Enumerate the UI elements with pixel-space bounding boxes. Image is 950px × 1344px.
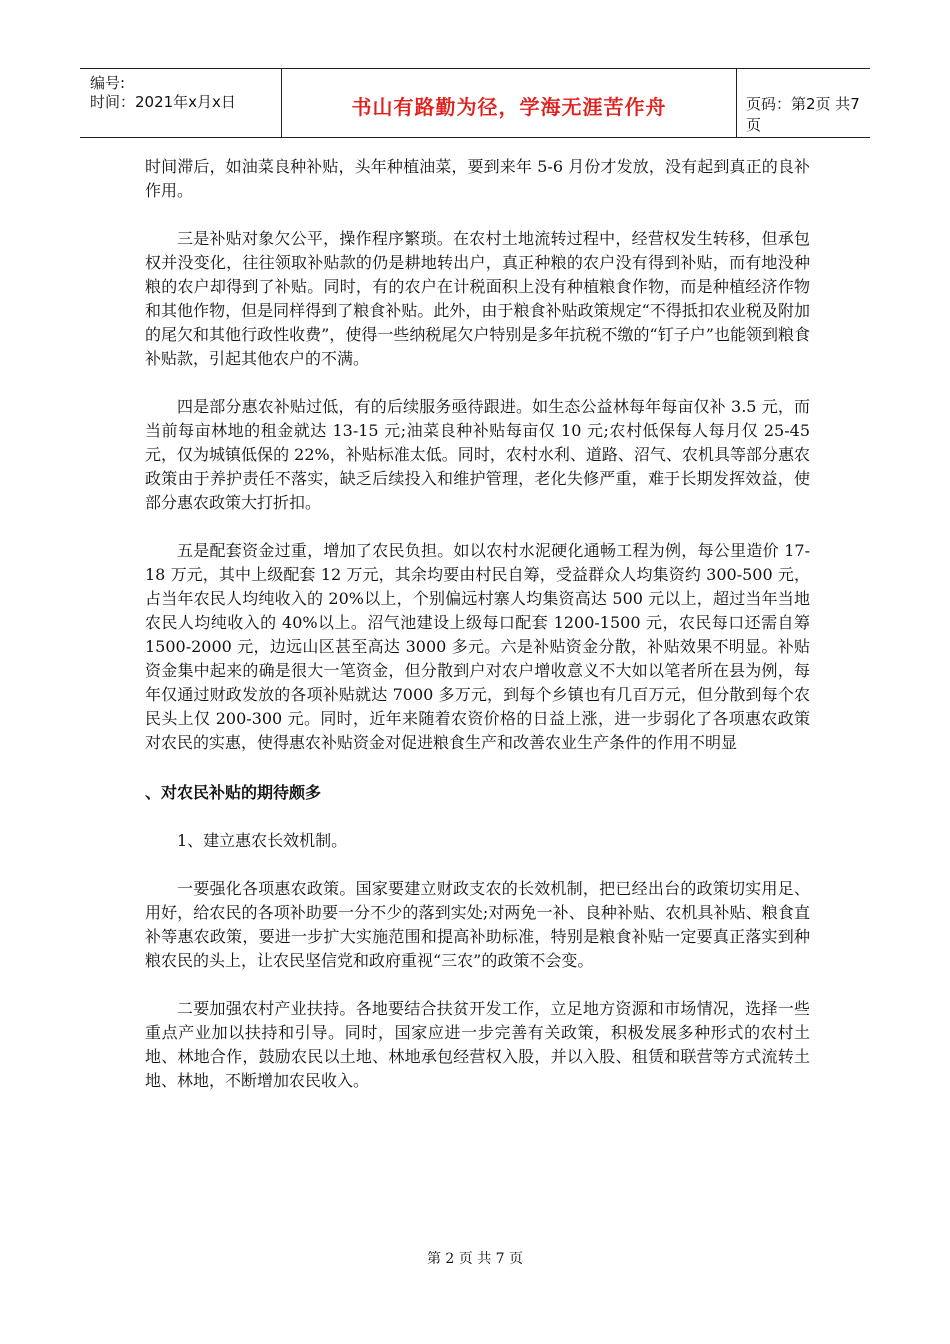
- paragraph-continuation: 时间滞后，如油菜良种补贴，头年种植油菜，要到来年 5-6 月份才发放，没有起到真正的良补作用。: [145, 157, 810, 200]
- motto-text: 书山有路勤为径，学海无涯苦作舟: [351, 95, 667, 119]
- section-heading: 、对农民补贴的期待颇多: [145, 783, 322, 802]
- date-label: 时间：2021年x月x日: [90, 93, 236, 111]
- page-footer: 第 2 页 共 7 页: [426, 1251, 524, 1267]
- subsection-heading: 1、建立惠农长效机制。: [177, 831, 348, 850]
- header-motto-cell: [281, 69, 737, 137]
- paragraph-industry-support: 二要加强农村产业扶持。各地要结合扶贫开发工作，立足地方资源和市场情况，选择一些重点产业加以扶持和引导。同时，国家应进一步完善有关政策，积极发展多种形式的农村土地、林地合作，鼓励农民以土地、林地承包经营权入股，并以入股、租赁和联营等方式流转土地、林地，不断增加农民收入。: [145, 999, 810, 1090]
- document-body: [145, 155, 810, 1093]
- paragraph-subsidy-fairness: 三是补贴对象欠公平，操作程序繁琐。在农村土地流转过程中，经营权发生转移，但承包权并没变化，往往领取补贴款的仍是耕地转出户，真正种粮的农户没有得到补贴，而有地没种粮的农户却得到了补贴。同时，有的农户在计税面积上没有种植粮食作物，而是种植经济作物和其他作物，但是同样得到了粮食补贴。此外，由于粮食补贴政策规定“不得抵扣农业税及附加的尾欠和其他行政性收费”，使得一些纳税尾欠户特别是多年抗税不缴的“钉子户”也能领到粮食补贴款，引起其他农户的不满。: [145, 229, 810, 368]
- paragraph-strengthen-policies: 一要强化各项惠农政策。国家要建立财政支农的长效机制，把已经出台的政策切实用足、用好，给农民的各项补助要一分不少的落到实处;对两免一补、良种补贴、农机具补贴、粮食直补等惠农政策，要进一步扩大实施范围和提高补助标准，特别是粮食补贴一定要真正落实到种粮农民的头上，让农民坚信党和政府重视“三农”的政策不会变。: [145, 879, 810, 970]
- header-page-number: 页码：第2页 共7页: [746, 95, 860, 134]
- paragraph-matching-funds: 五是配套资金过重，增加了农民负担。如以农村水泥硬化通畅工程为例，每公里造价 17-18 万元，其中上级配套 12 万元，其余均要由村民自筹，受益群众人均集资约 300-500 元，占当年农民人均纯收入的 20%以上，个别偏远村寨人均集资高达 500 元以上，超过当年当地农民人均纯收入的 40%以上。沼气池建设上级每口配套 1200-1500 元，农民每口还需自筹 1500-2000 元，边远山区甚至高达 3000 多元。六是补贴资金分散，补贴效果不明显。补贴资金集中起来的确是很大一笔资金，但分散到户对农户增收意义不大如以笔者所在县为例，每年仅通过财政发放的各项补贴就达 7000 多万元，到每个乡镇也有几百万元，但分散到每个农民头上仅 200-300 元。同时，近年来随着农资价格的日益上涨，进一步弱化了各项惠农政策对农民的实惠，使得惠农补贴资金对促进粮食生产和改善农业生产条件的作用不明显: [145, 541, 810, 752]
- page-header: [80, 68, 870, 138]
- paragraph-low-subsidy: 四是部分惠农补贴过低，有的后续服务亟待跟进。如生态公益林每年每亩仅补 3.5 元，而当前每亩林地的租金就达 13-15 元;油菜良种补贴每亩仅 10 元;农村低保每人每月仅 25-45 元，仅为城镇低保的 22%，补贴标准太低。同时，农村水利、道路、沼气、农机具等部分惠农政策由于养护责任不落实，缺乏后续投入和维护管理，老化失修严重，难于长期发挥效益，使部分惠农政策大打折扣。: [145, 397, 810, 512]
- header-page-cell: [736, 69, 870, 137]
- header-info-cell: [80, 69, 281, 137]
- serial-number-label: 编号:: [90, 74, 126, 92]
